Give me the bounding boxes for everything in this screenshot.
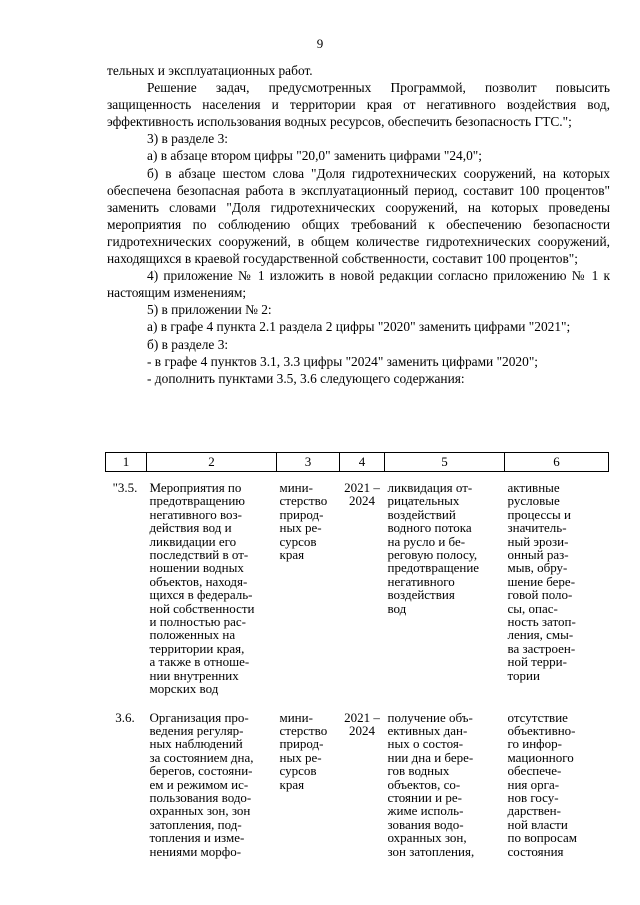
paragraph: а) в абзаце втором цифры "20,0" заменить цифрами "24,0"; bbox=[147, 148, 482, 164]
table-row bbox=[106, 702, 609, 864]
column-header: 3 bbox=[277, 453, 340, 472]
body-text bbox=[107, 62, 610, 387]
table-row bbox=[106, 472, 609, 702]
paragraph: а) в графе 4 пункта 2.1 раздела 2 цифры "2020" заменить цифрами "2021"; bbox=[147, 319, 571, 335]
paragraph: б) в разделе 3: bbox=[147, 336, 229, 352]
column-header: 6 bbox=[505, 453, 609, 472]
column-header: 2 bbox=[147, 453, 277, 472]
executor-cell: мини- стерство природ- ных ре- сурсов края bbox=[279, 480, 328, 563]
period-cell: 2021 – 2024 bbox=[344, 709, 380, 738]
executor-cell: мини- стерство природ- ных ре- сурсов края bbox=[279, 709, 328, 792]
column-header: 1 bbox=[106, 453, 147, 472]
column-header: 4 bbox=[340, 453, 385, 472]
paragraph: Решение задач, предусмотренных Программой, позволит повысить защищенность населения и территории края от негативного воздействия вод, эффективность использования водных ресурсов, обеспечить безопасность ГТС."; bbox=[107, 80, 610, 130]
paragraph: тельных и эксплуатационных работ. bbox=[107, 63, 313, 78]
amendment-table bbox=[105, 452, 609, 864]
paragraph: 3) в разделе 3: bbox=[147, 131, 229, 147]
result-cell: ликвидация от- рицательных воздействий водного потока на русло и бе- реговую полосу, предотвращение негативного воздействия вод bbox=[387, 480, 480, 616]
period-cell: 2021 – 2024 bbox=[344, 480, 380, 509]
column-header: 5 bbox=[385, 453, 505, 472]
consequences-cell: активные русловые процессы и значитель- ный эрози- онный раз- мыв, обру- шение бере- говой поло- сы, опас- ность затоп- ления, смы- ва застроен- ной терри- тории bbox=[507, 480, 576, 683]
paragraph: - в графе 4 пунктов 3.1, 3.3 цифры "2024" заменить цифрами "2020"; bbox=[147, 353, 539, 369]
measure-cell: Мероприятия по предотвращению негативного воз- действия вод и ликвидации его последствий в от- ношении водных объектов, находя- щихся в федераль- ной собственности и полностью рас- положенных на территории края, а также в отноше- нии внутренних морских вод bbox=[149, 480, 255, 697]
paragraph: 5) в приложении № 2: bbox=[147, 302, 272, 318]
paragraph: б) в абзаце шестом слова "Доля гидротехнических сооружений, на которых обеспечена безопасная работа в эксплуатационный период, составит 100 процентов" заменить словами "Доля гидротехнических сооружений, на которых проведены мероприятия по соблюдению общих требований к обеспечению безопасности гидротехнических сооружений, в общем количестве гидротехнических сооружений, находящихся в краевой государственной собственности, составит 100 процентов"; bbox=[107, 165, 610, 267]
result-cell: получение объ- ективных дан- ных о состоя- нии дна и бере- гов водных объектов, со- стоянии и ре- жиме исполь- зования водо- охранных зон, зон затопления, bbox=[387, 709, 475, 859]
row-number: 3.6. bbox=[115, 709, 135, 725]
paragraph: 4) приложение № 1 изложить в новой редакции согласно приложению № 1 к настоящим изменениям; bbox=[107, 268, 610, 301]
measure-cell: Организация про- ведения регуляр- ных наблюдений за состоянием дна, берегов, состояни- ем и режимом ис- пользования водо- охранных зон, зон затопления, под- топления и изме- нениями морфо- bbox=[149, 709, 254, 859]
row-number: "3.5. bbox=[112, 480, 138, 495]
page-number: 9 bbox=[316, 36, 324, 51]
consequences-cell: отсутствие объективно- го инфор- мационного обеспече- ния орга- нов госу- дарствен- ной власти по вопросам состояния bbox=[507, 709, 577, 859]
paragraph: - дополнить пунктами 3.5, 3.6 следующего содержания: bbox=[147, 370, 465, 386]
table-header-row bbox=[106, 453, 609, 472]
